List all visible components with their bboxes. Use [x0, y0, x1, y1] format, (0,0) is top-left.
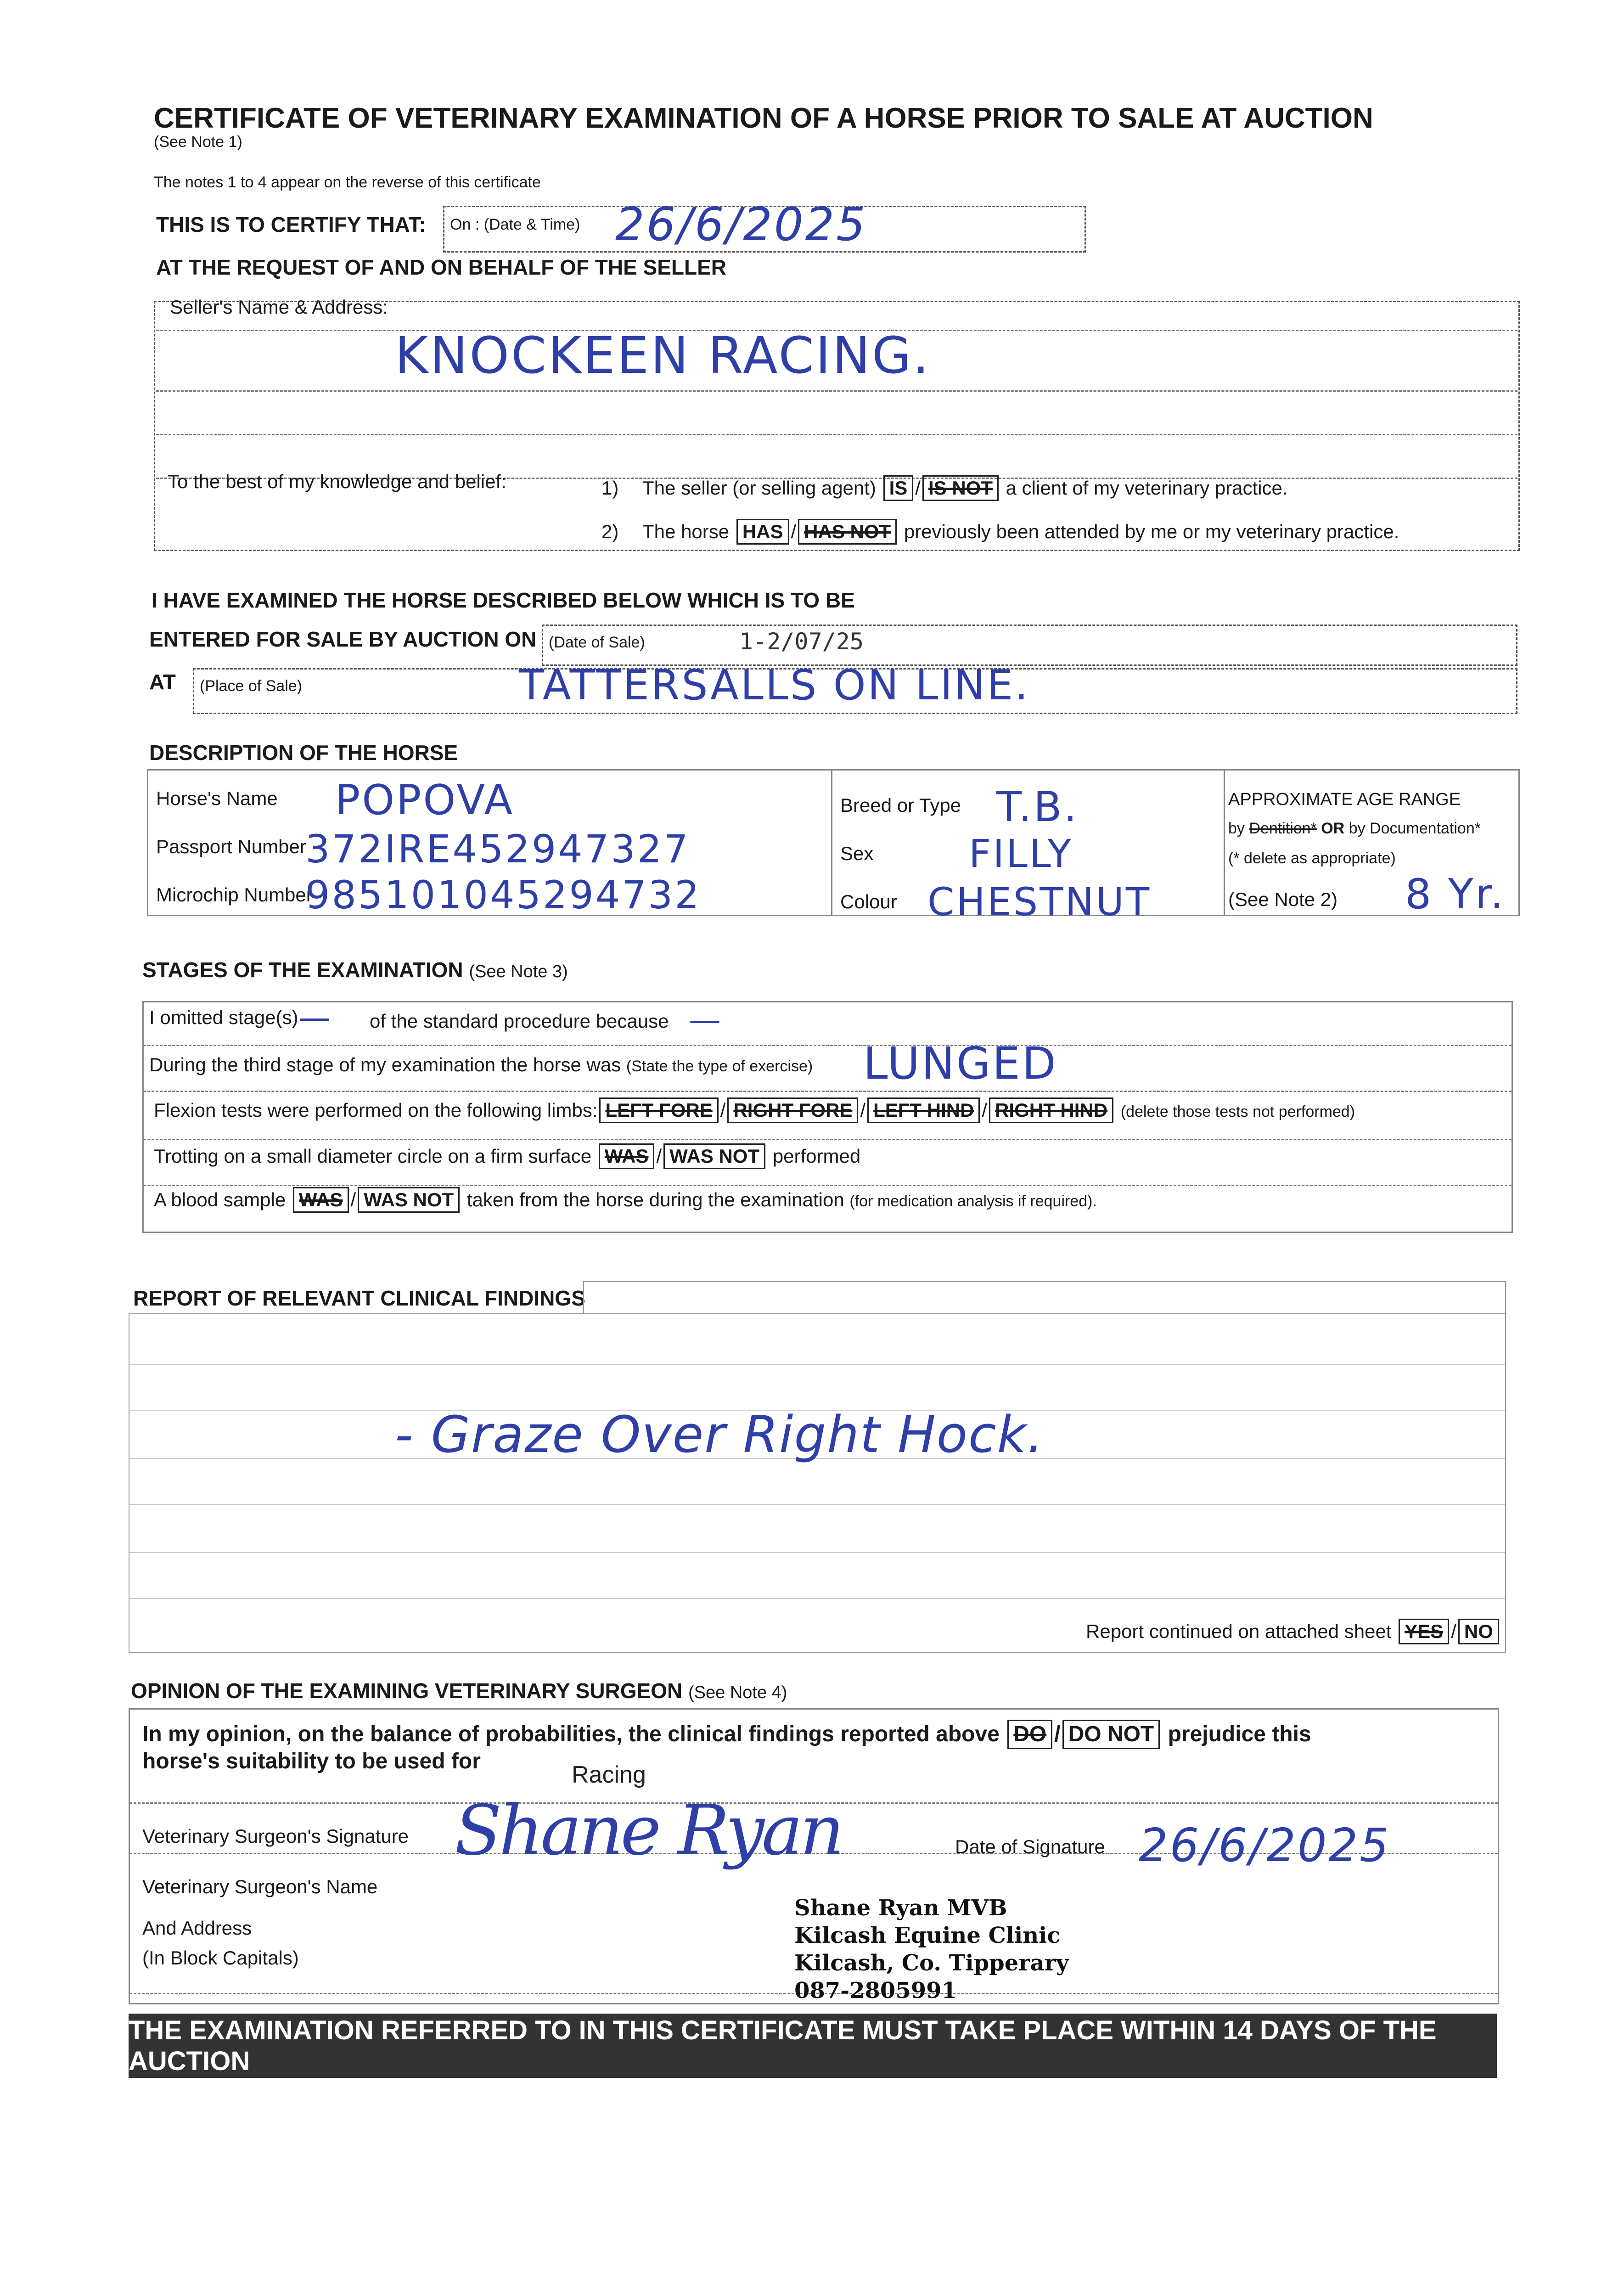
report-finding: - Graze Over Right Hock. [395, 1405, 1045, 1464]
colour-label: Colour [840, 891, 897, 912]
horse-name-label: Horse's Name [156, 788, 278, 809]
continued-no-option[interactable]: NO [1458, 1619, 1499, 1644]
age-heading: APPROXIMATE AGE RANGE [1228, 790, 1461, 809]
stages-note: (See Note 3) [469, 962, 568, 981]
examined-label: I HAVE EXAMINED THE HORSE DESCRIBED BELOW WHICH IS TO BE [152, 588, 855, 612]
blood-note: (for medication analysis if required). [849, 1193, 1097, 1210]
on-date-value: 26/6/2025 [615, 197, 867, 251]
knowledge-item-1: 1) The seller (or selling agent) IS / IS NOT a client of my veterinary practice. [601, 475, 1288, 501]
third-stage-label [149, 1054, 813, 1076]
passport-value: 372IRE452947327 [305, 827, 690, 872]
sex-label: Sex [840, 843, 874, 864]
breed-value: T.B. [996, 783, 1079, 831]
item1-num: 1) [601, 477, 619, 499]
opinion-donot-option[interactable]: DO NOT [1062, 1720, 1160, 1749]
vet-address-label: And Address [142, 1917, 252, 1939]
stages-heading [142, 957, 568, 982]
opinion-text: In my opinion, on the balance of probabilities, the clinical findings reported above DO / DO NOT prejudice this [142, 1720, 1311, 1749]
item2-num: 2) [601, 521, 619, 542]
on-date-label: On : (Date & Time) [450, 216, 580, 233]
knowledge-item-2: 2) The horse HAS / HAS NOT previously been attended by me or my veterinary practice. [601, 519, 1399, 545]
breed-label: Breed or Type [840, 794, 961, 816]
opinion-text-pre: In my opinion, on the balance of probabilities, the clinical findings reported above [142, 1722, 1000, 1746]
opinion-heading-text: OPINION OF THE EXAMINING VETERINARY SURGEON [131, 1679, 683, 1703]
see-note-1: (See Note 1) [154, 133, 242, 151]
age-method [1228, 820, 1481, 838]
seller-label: Seller's Name & Address: [170, 296, 388, 318]
page-title: CERTIFICATE OF VETERINARY EXAMINATION OF A HORSE PRIOR TO SALE AT AUCTION [154, 102, 1373, 134]
stamp-line-4: 087-2805991 [794, 1978, 957, 2003]
trot-row: Trotting on a small diameter circle on a firm surface WAS / WAS NOT performed [154, 1143, 860, 1169]
sale-place-label: (Place of Sale) [200, 677, 302, 695]
trot-was-option[interactable]: WAS [599, 1143, 655, 1169]
horse-hasnot-option[interactable]: HAS NOT [798, 519, 897, 545]
flexion-right-fore[interactable]: RIGHT FORE [727, 1097, 858, 1123]
age-doc-option[interactable]: by Documentation* [1349, 820, 1481, 837]
stages-heading-text: STAGES OF THE EXAMINATION [142, 958, 463, 982]
continued-yes-option[interactable]: YES [1399, 1619, 1449, 1644]
item1-pre: The seller (or selling agent) [642, 477, 876, 499]
flexion-row: Flexion tests were performed on the following limbs: LEFT FORE / RIGHT FORE / LEFT HIND / RIGHT HIND (delete those tests not performed) [154, 1097, 1355, 1123]
third-stage-text: During the third stage of my examination the horse was [149, 1054, 621, 1075]
flexion-left-fore[interactable]: LEFT FORE [599, 1097, 718, 1123]
omitted-label: I omitted stage(s) [149, 1007, 298, 1028]
stamp-line-2: Kilcash Equine Clinic [794, 1923, 1061, 1948]
stamp-line-1: Shane Ryan MVB [794, 1895, 1007, 1921]
trot-wasnot-option[interactable]: WAS NOT [663, 1143, 765, 1169]
because-label: of the standard procedure because [370, 1010, 669, 1032]
flexion-left-hind[interactable]: LEFT HIND [867, 1097, 980, 1123]
horse-name-value: POPOVA [335, 776, 515, 824]
because-value: — [689, 1001, 723, 1039]
footer-banner: THE EXAMINATION REFERRED TO IN THIS CERTIFICATE MUST TAKE PLACE WITHIN 14 DAYS OF THE AUCTION [129, 2014, 1497, 2078]
seller-is-option[interactable]: IS [883, 475, 914, 501]
opinion-text-line2: horse's suitability to be used for [142, 1749, 481, 1773]
sale-date-value: 1-2/07/25 [739, 628, 864, 655]
colour-value: CHESTNUT [927, 879, 1152, 924]
description-heading: DESCRIPTION OF THE HORSE [149, 741, 458, 765]
signature-value: Shane Ryan [455, 1791, 842, 1871]
seller-value: KNOCKEEN RACING. [395, 326, 931, 385]
report-heading: REPORT OF RELEVANT CLINICAL FINDINGS [133, 1286, 585, 1310]
blood-was-option[interactable]: WAS [293, 1187, 349, 1213]
opinion-do-option[interactable]: DO [1007, 1720, 1052, 1749]
flexion-note: (delete those tests not performed) [1120, 1103, 1355, 1120]
stamp-line-3: Kilcash, Co. Tipperary [794, 1950, 1069, 1976]
flexion-right-hind[interactable]: RIGHT HIND [989, 1097, 1113, 1123]
at-label: AT [149, 670, 176, 694]
microchip-value: 985101045294732 [305, 872, 701, 917]
sex-value: FILLY [969, 831, 1073, 876]
age-by: by [1228, 820, 1245, 837]
report-continued: Report continued on attached sheet YES / NO [1086, 1619, 1501, 1644]
signature-label: Veterinary Surgeon's Signature [142, 1825, 409, 1847]
age-see-note: (See Note 2) [1228, 889, 1338, 910]
third-stage-hint: (State the type of exercise) [626, 1058, 813, 1075]
opinion-heading [131, 1678, 787, 1703]
notes-line: The notes 1 to 4 appear on the reverse of this certificate [154, 174, 541, 191]
vet-name-label: Veterinary Surgeon's Name [142, 1876, 378, 1897]
third-stage-value: LUNGED [863, 1038, 1058, 1089]
sale-place-value: TATTERSALLS ON LINE. [519, 661, 1030, 709]
blood-post: taken from the horse during the examination [466, 1189, 844, 1210]
age-or: OR [1321, 820, 1345, 837]
trot-post: performed [772, 1145, 861, 1167]
opinion-note: (See Note 4) [688, 1683, 787, 1702]
passport-label: Passport Number [156, 836, 306, 857]
knowledge-label: To the best of my knowledge and belief: [168, 471, 506, 492]
opinion-use-value: Racing [572, 1761, 646, 1788]
trot-label: Trotting on a small diameter circle on a firm surface [154, 1145, 592, 1167]
signature-date-value: 26/6/2025 [1139, 1818, 1391, 1872]
blood-wasnot-option[interactable]: WAS NOT [358, 1187, 460, 1213]
entered-label: ENTERED FOR SALE BY AUCTION ON [149, 627, 537, 651]
item1-post: a client of my veterinary practice. [1006, 477, 1288, 499]
age-dentition-option[interactable]: Dentition* [1249, 820, 1317, 837]
report-continued-label: Report continued on attached sheet [1086, 1621, 1392, 1642]
item2-pre: The horse [642, 521, 730, 542]
age-value: 8 Yr. [1405, 870, 1506, 918]
blood-row: A blood sample WAS / WAS NOT taken from the horse during the examination (for medication analysis if required). [154, 1187, 1097, 1213]
sale-date-label: (Date of Sale) [549, 634, 645, 651]
omitted-value: — [298, 999, 332, 1036]
certify-label: THIS IS TO CERTIFY THAT: [156, 213, 426, 236]
opinion-text-post: prejudice this [1168, 1722, 1311, 1746]
vet-capitals-label: (In Block Capitals) [142, 1947, 299, 1969]
vet-stamp [794, 1894, 1069, 2004]
request-label: AT THE REQUEST OF AND ON BEHALF OF THE SELLER [156, 255, 726, 279]
seller-isnot-option[interactable]: IS NOT [922, 475, 999, 501]
horse-has-option[interactable]: HAS [736, 519, 789, 545]
sale-date-box[interactable] [542, 625, 1517, 666]
signature-date-label: Date of Signature [955, 1836, 1105, 1857]
blood-label: A blood sample [154, 1189, 286, 1210]
item2-post: previously been attended by me or my veterinary practice. [904, 521, 1399, 542]
microchip-label: Microchip Number [156, 884, 313, 906]
age-delete-note: (* delete as appropriate) [1228, 850, 1396, 867]
flexion-label: Flexion tests were performed on the following limbs: [154, 1099, 598, 1121]
